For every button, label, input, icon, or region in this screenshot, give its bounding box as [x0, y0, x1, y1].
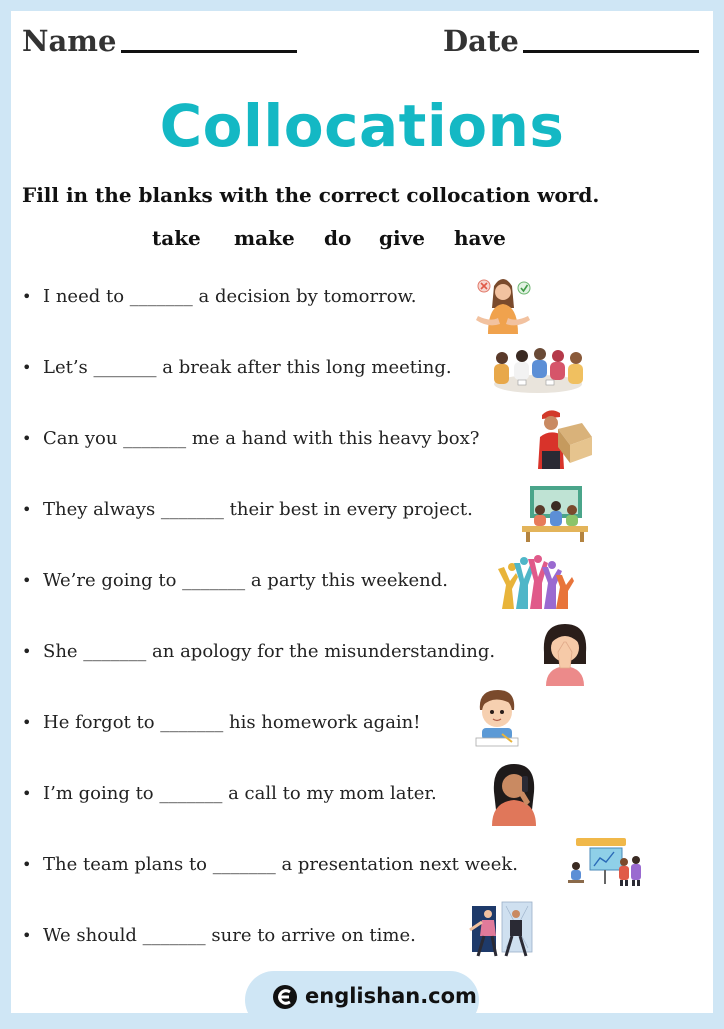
item-text: Can you _______ me a hand with this heavy box?	[43, 428, 480, 449]
item-text: I’m going to _______ a call to my mom later.	[43, 783, 437, 804]
item-text: Let’s _______ a break after this long meeting.	[43, 357, 452, 378]
instruction: Fill in the blanks with the correct collocation word.	[22, 183, 600, 207]
list-item: • I’m going to _______ a call to my mom later.	[22, 783, 437, 804]
page-title: Collocations	[159, 92, 565, 160]
list-item: • We’re going to _______ a party this weekend.	[22, 570, 448, 591]
word-bank-item: take	[152, 226, 201, 250]
team-project-icon	[520, 484, 590, 542]
people-rushing-icon	[466, 900, 536, 960]
delivery-man-box-icon	[536, 407, 594, 473]
item-text: They always _______ their best in every project.	[43, 499, 473, 520]
date-line	[523, 50, 699, 53]
list-item: • The team plans to _______ a presentation next week.	[22, 854, 518, 875]
item-text: I need to _______ a decision by tomorrow.	[43, 286, 417, 307]
item-text: She _______ an apology for the misunderstanding.	[43, 641, 496, 662]
list-item: • Let’s _______ a break after this long meeting.	[22, 357, 452, 378]
word-bank-item: give	[379, 226, 425, 250]
word-bank-item: have	[454, 226, 506, 250]
footer-site-link[interactable]: englishan.com	[305, 984, 477, 1008]
presentation-icon	[566, 836, 642, 888]
woman-phone-call-icon	[486, 762, 542, 826]
name-label: Name	[22, 24, 117, 58]
item-text: The team plans to _______ a presentation next week.	[43, 854, 518, 875]
word-bank-item: do	[324, 226, 352, 250]
item-text: We’re going to _______ a party this weekend.	[43, 570, 448, 591]
apologizing-woman-icon	[540, 622, 590, 686]
party-people-icon	[494, 555, 574, 611]
list-item: • We should _______ sure to arrive on time.	[22, 925, 416, 946]
list-item: • I need to _______ a decision by tomorrow.	[22, 286, 417, 307]
name-line	[121, 50, 297, 53]
list-item: • She _______ an apology for the misunderstanding.	[22, 641, 496, 662]
date-label: Date	[443, 24, 519, 58]
word-bank-item: make	[234, 226, 295, 250]
team-meeting-icon	[488, 344, 588, 396]
woman-deciding-icon	[470, 272, 536, 336]
list-item: • Can you _______ me a hand with this heavy box?	[22, 428, 480, 449]
item-text: He forgot to _______ his homework again!	[43, 712, 421, 733]
list-item: • They always _______ their best in every project.	[22, 499, 473, 520]
list-item: • He forgot to _______ his homework again!	[22, 712, 421, 733]
englishan-logo-icon	[272, 984, 298, 1010]
item-text: We should _______ sure to arrive on time.	[43, 925, 416, 946]
boy-writing-icon	[472, 688, 522, 748]
